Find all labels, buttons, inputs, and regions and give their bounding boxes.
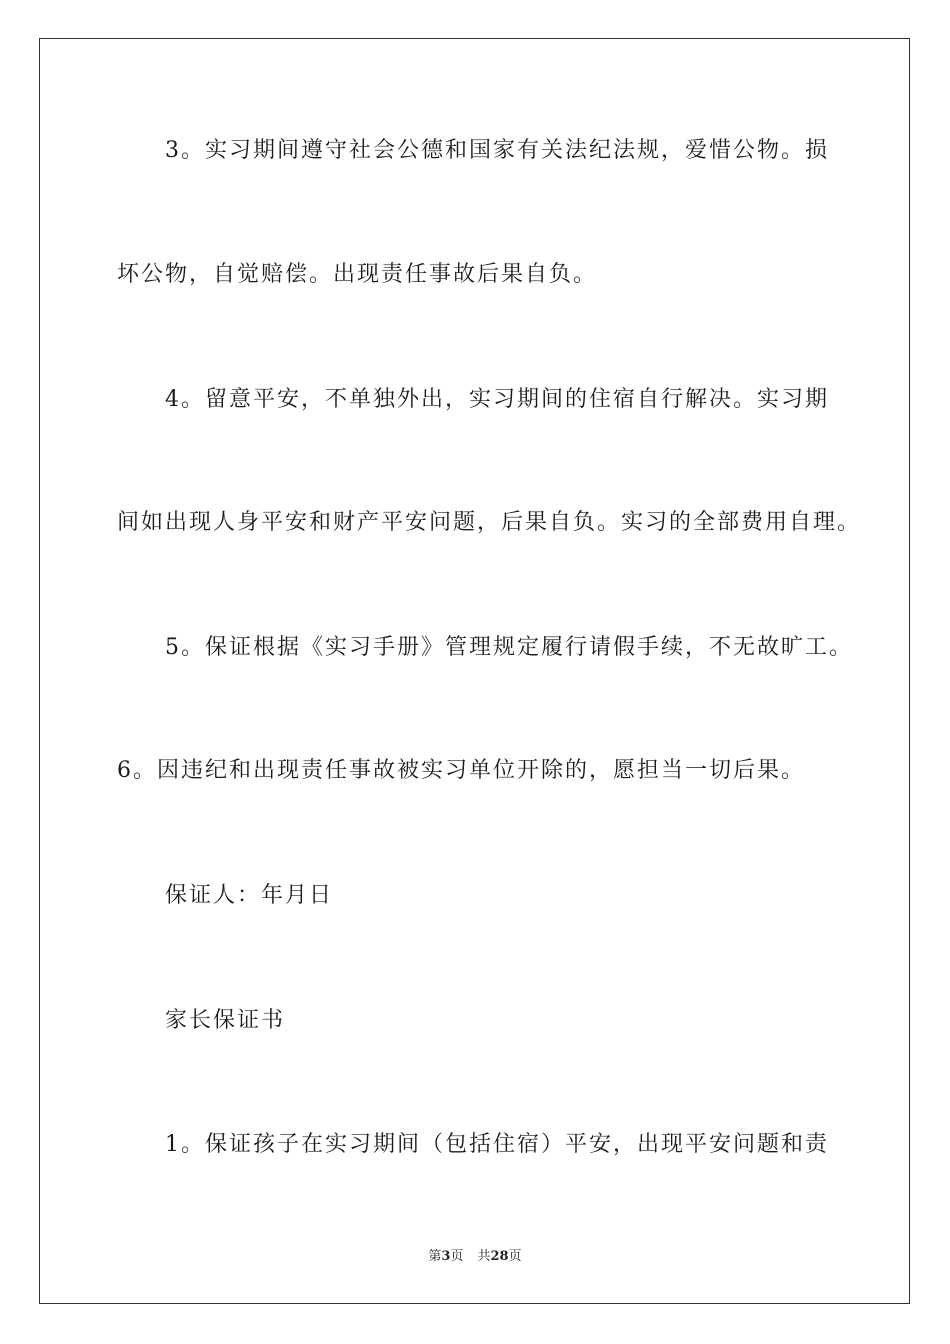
page-footer (0, 1248, 950, 1266)
paragraph-line: 间如出现人身平安和财产平安问题，后果自负。实习的全部费用自理。 (117, 510, 862, 535)
paragraph-line: 坏公物，自觉赔偿。出现责任事故后果自负。 (117, 262, 598, 287)
total-suffix: 页 (508, 1249, 522, 1264)
total-prefix: 共 (477, 1249, 491, 1264)
page-number: 3 (441, 1249, 451, 1264)
section-heading: 家长保证书 (165, 1008, 286, 1033)
paragraph-line: 1。保证孩子在实习期间（包括住宿）平安，出现平安问题和责 (165, 1132, 829, 1157)
page-prefix: 第 (428, 1249, 442, 1264)
paragraph-line: 3。实习期间遵守社会公德和国家有关法纪法规，爱惜公物。损 (165, 138, 829, 163)
paragraph-line: 5。保证根据《实习手册》管理规定履行请假手续，不无故旷工。 (165, 635, 853, 660)
page-border (39, 38, 910, 1304)
signature-line: 保证人：年月日 (165, 883, 334, 908)
total-pages: 28 (490, 1249, 509, 1264)
page-suffix: 页 (450, 1249, 464, 1264)
paragraph-line: 4。留意平安，不单独外出，实习期间的住宿自行解决。实习期 (165, 387, 829, 412)
paragraph-line: 6。因违纪和出现责任事故被实习单位开除的，愿担当一切后果。 (117, 758, 805, 783)
